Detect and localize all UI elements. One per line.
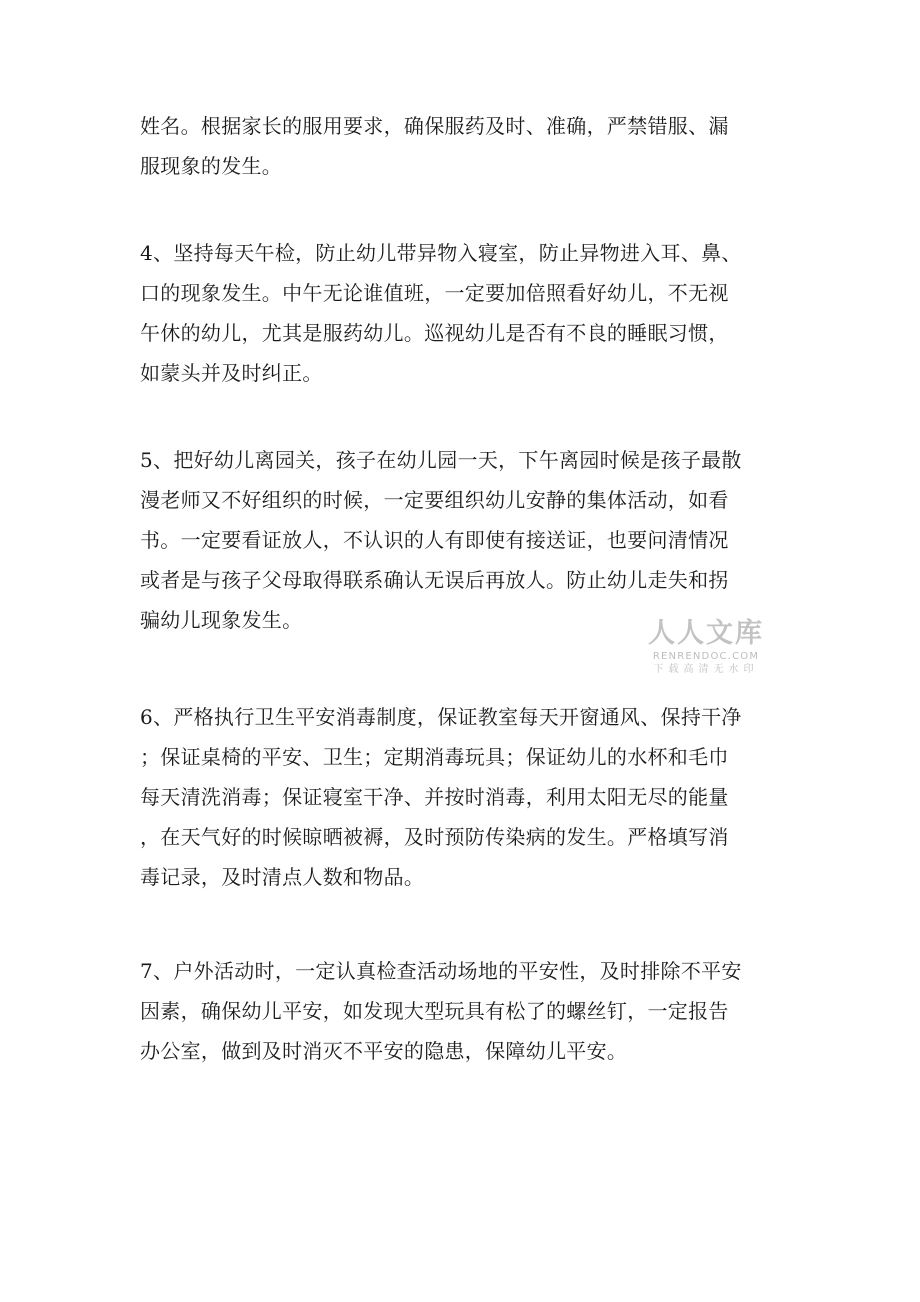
text-line: 口的现象发生。中午无论谁值班，一定要加倍照看好幼儿，不无视 (140, 281, 729, 305)
text-line: 6、严格执行卫生平安消毒制度，保证教室每天开窗通风、保持干净 (140, 705, 742, 729)
text-line: 书。一定要看证放人，不认识的人有即使有接送证，也要问清情况 (140, 528, 729, 552)
paragraph-item-7 (140, 951, 780, 1071)
paragraph-medication-continued (140, 106, 780, 186)
text-line: 午休的幼儿，尤其是服药幼儿。巡视幼儿是否有不良的睡眠习惯， (140, 321, 729, 345)
watermark-slogan: 下载高清无水印 (653, 664, 759, 675)
text-line: 如蒙头并及时纠正。 (140, 361, 323, 385)
text-line: 漫老师又不好组织的时候，一定要组织幼儿安静的集体活动，如看 (140, 488, 729, 512)
watermark-brand: 人人文库 (648, 618, 764, 649)
text-line: 因素，确保幼儿平安，如发现大型玩具有松了的螺丝钉，一定报告 (140, 999, 729, 1023)
watermark-url: RENRENDOC.COM (652, 651, 760, 662)
text-line: 7、户外活动时，一定认真检查活动场地的平安性，及时排除不平安 (140, 959, 742, 983)
text-line: 办公室，做到及时消灭不平安的隐患，保障幼儿平安。 (140, 1039, 628, 1063)
text-line: 或者是与孩子父母取得联系确认无误后再放人。防止幼儿走失和拐 (140, 568, 729, 592)
paragraph-item-4 (140, 233, 780, 393)
text-line: 骗幼儿现象发生。 (140, 608, 303, 632)
text-line: ，在天气好的时候晾晒被褥，及时预防传染病的发生。严格填写消 (140, 825, 729, 849)
text-line: ；保证桌椅的平安、卫生；定期消毒玩具；保证幼儿的水杯和毛巾 (140, 745, 729, 769)
text-line: 姓名。根据家长的服用要求，确保服药及时、准确，严禁错服、漏 (140, 114, 729, 138)
paragraph-item-5 (140, 440, 780, 640)
text-line: 5、把好幼儿离园关，孩子在幼儿园一天，下午离园时候是孩子最散 (140, 448, 742, 472)
text-line: 毒记录，及时清点人数和物品。 (140, 865, 425, 889)
text-line: 每天清洗消毒；保证寝室干净、并按时消毒，利用太阳无尽的能量 (140, 785, 729, 809)
paragraph-item-6 (140, 697, 780, 897)
text-line: 服现象的发生。 (140, 154, 283, 178)
text-line: 4、坚持每天午检，防止幼儿带异物入寝室，防止异物进入耳、鼻、 (140, 241, 742, 265)
